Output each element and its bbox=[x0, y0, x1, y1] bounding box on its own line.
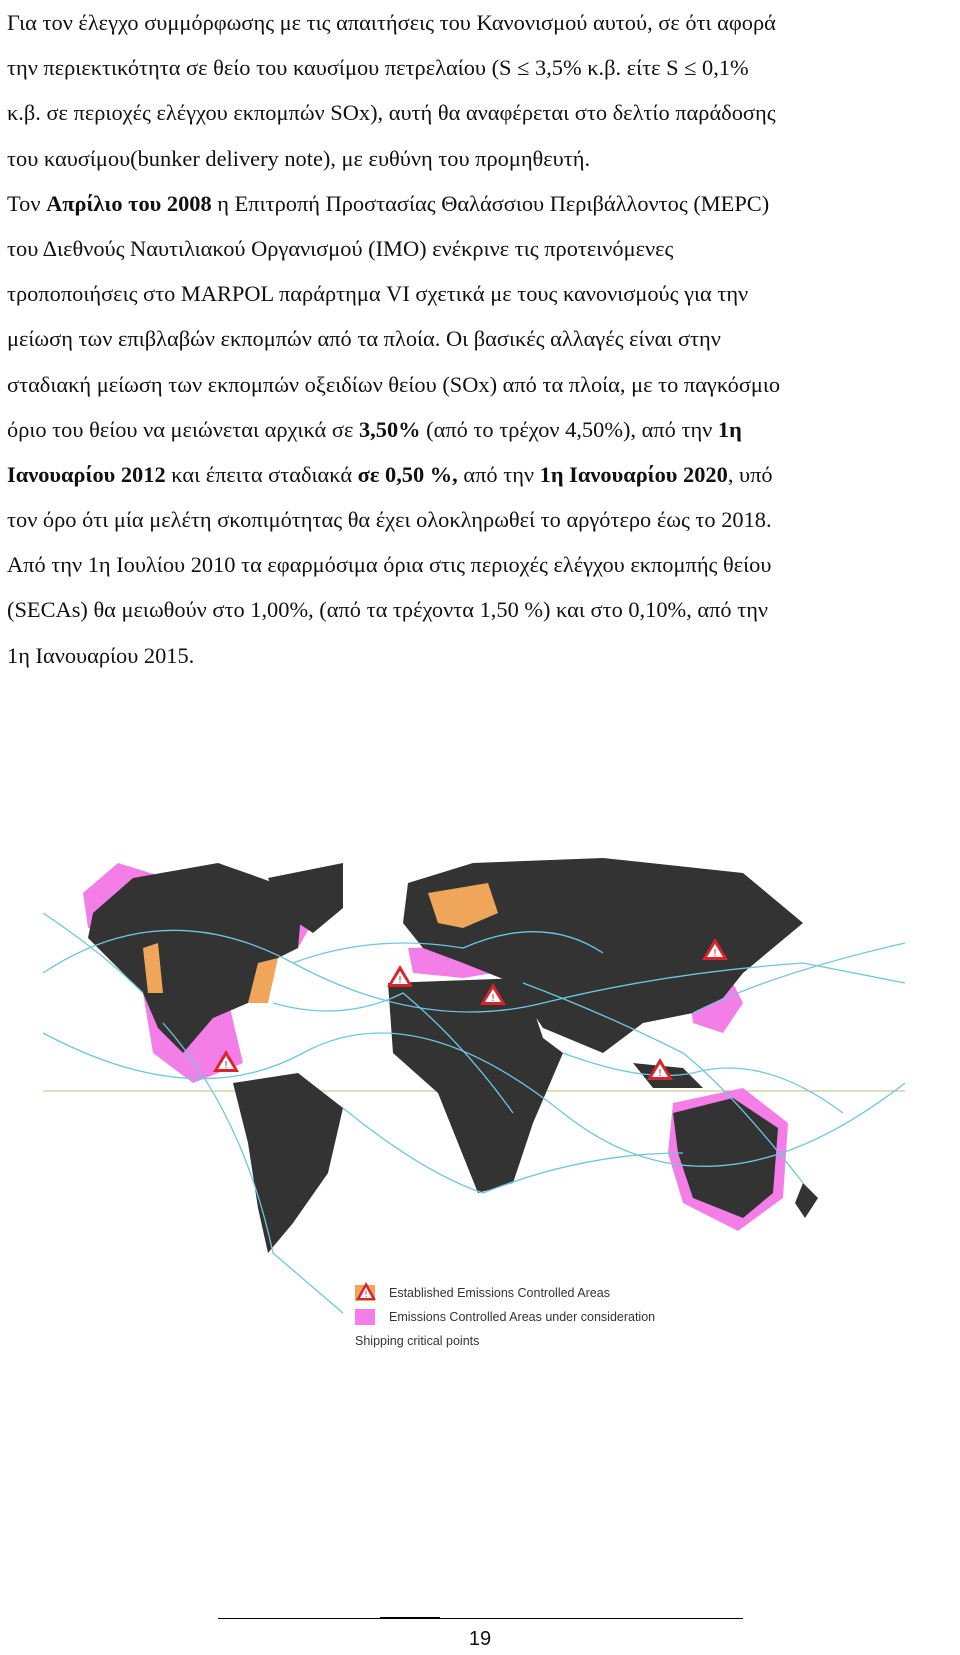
text-line bbox=[7, 452, 952, 497]
svg-text:!: ! bbox=[490, 993, 496, 1004]
footer-divider-accent bbox=[380, 1617, 440, 1619]
land-new-zealand bbox=[795, 1183, 818, 1218]
text-run: Τον bbox=[7, 190, 47, 216]
svg-text:!: ! bbox=[223, 1060, 229, 1071]
svg-text:!: ! bbox=[364, 1290, 368, 1300]
legend-label: Emissions Controlled Areas under consideration bbox=[389, 1310, 656, 1324]
text-line: του Διεθνούς Ναυτιλιακού Οργανισμού (IMO) ενέκρινε τις προτεινόμενες bbox=[7, 235, 674, 261]
bold-text: 3,50% bbox=[358, 416, 421, 442]
svg-text:!: ! bbox=[397, 975, 403, 986]
text-line: Από την 1η Ιουλίου 2010 τα εφαρμόσιμα όρια στις περιοχές ελέγχου εκπομπής θείου bbox=[7, 552, 772, 578]
text-line bbox=[7, 407, 952, 452]
bold-text: 1η Ιανουαρίου 2020 bbox=[539, 461, 728, 487]
land-north-america bbox=[88, 863, 303, 1053]
text-run: και έπειτα σταδιακά bbox=[165, 461, 358, 487]
legend-item-consideration bbox=[355, 1305, 715, 1329]
text-line: 1η Ιανουαρίου 2015. bbox=[7, 642, 195, 668]
text-line: σταδιακή μείωση των εκπομπών οξειδίων θείου (SOx) από τα πλοία, με το παγκόσμιο bbox=[7, 371, 781, 397]
text-run: , υπό bbox=[727, 461, 773, 487]
text-line: την περιεκτικότητα σε θείο του καυσίμου πετρελαίου (S ≤ 3,5% κ.β. είτε S ≤ 0,1% bbox=[7, 55, 749, 81]
svg-text:!: ! bbox=[712, 948, 718, 959]
bold-text: 1η bbox=[717, 416, 742, 442]
text-run: (από το τρέχον 4,50%), από την bbox=[420, 416, 718, 442]
legend-label: Shipping critical points bbox=[355, 1334, 480, 1348]
text-line: Για τον έλεγχο συμμόρφωσης με τις απαιτήσεις του Κανονισμού αυτού, σε ότι αφορά bbox=[7, 10, 776, 35]
pink-swatch bbox=[355, 1309, 375, 1325]
text-line: κ.β. σε περιοχές ελέγχου εκπομπών SOx), αυτή θα αναφέρεται στο δελτίο παράδοσης bbox=[7, 100, 776, 126]
critical-point-gibraltar bbox=[387, 965, 413, 987]
text-line: του καυσίμου(bunker delivery note), με ευθύνη του προμηθευτή. bbox=[7, 145, 591, 171]
bold-text: Απρίλιο του 2008 bbox=[46, 190, 212, 216]
page-number: 19 bbox=[468, 1628, 492, 1650]
text-run: όριο του θείου να μειώνεται αρχικά σε bbox=[7, 416, 359, 442]
map-legend bbox=[355, 1281, 715, 1353]
footer-divider bbox=[218, 1618, 743, 1619]
bold-text: Ιανουαρίου 2012 bbox=[7, 461, 166, 487]
text-line: (SECAs) θα μειωθούν στο 1,00%, (από τα τρέχοντα 1,50 %) και στο 0,10%, από την bbox=[7, 597, 769, 623]
legend-label: Established Emissions Controlled Areas bbox=[389, 1286, 610, 1300]
land-south-america bbox=[233, 1073, 343, 1253]
bold-text: σε 0,50 %, bbox=[357, 461, 458, 487]
text-run: από την bbox=[457, 461, 540, 487]
shipping-routes-map bbox=[43, 853, 905, 1373]
text-line bbox=[7, 181, 952, 226]
body-text bbox=[7, 0, 952, 678]
text-line: μείωση των επιβλαβών εκπομπών από τα πλοία. Οι βασικές αλλαγές είναι στην bbox=[7, 326, 721, 352]
text-line: τον όρο ότι μία μελέτη σκοπιμότητας θα έχει ολοκληρωθεί το αργότερο έως το 2018. bbox=[7, 507, 772, 533]
warning-icon bbox=[355, 1281, 377, 1301]
text-run: η Επιτροπή Προστασίας Θαλάσσιου Περιβάλλοντος (MEPC) bbox=[211, 190, 770, 216]
text-line: τροποποιήσεις στο MARPOL παράρτημα VI σχετικά με τους κανονισμούς για την bbox=[7, 281, 749, 307]
svg-text:!: ! bbox=[657, 1068, 663, 1079]
legend-item-established bbox=[355, 1281, 715, 1305]
